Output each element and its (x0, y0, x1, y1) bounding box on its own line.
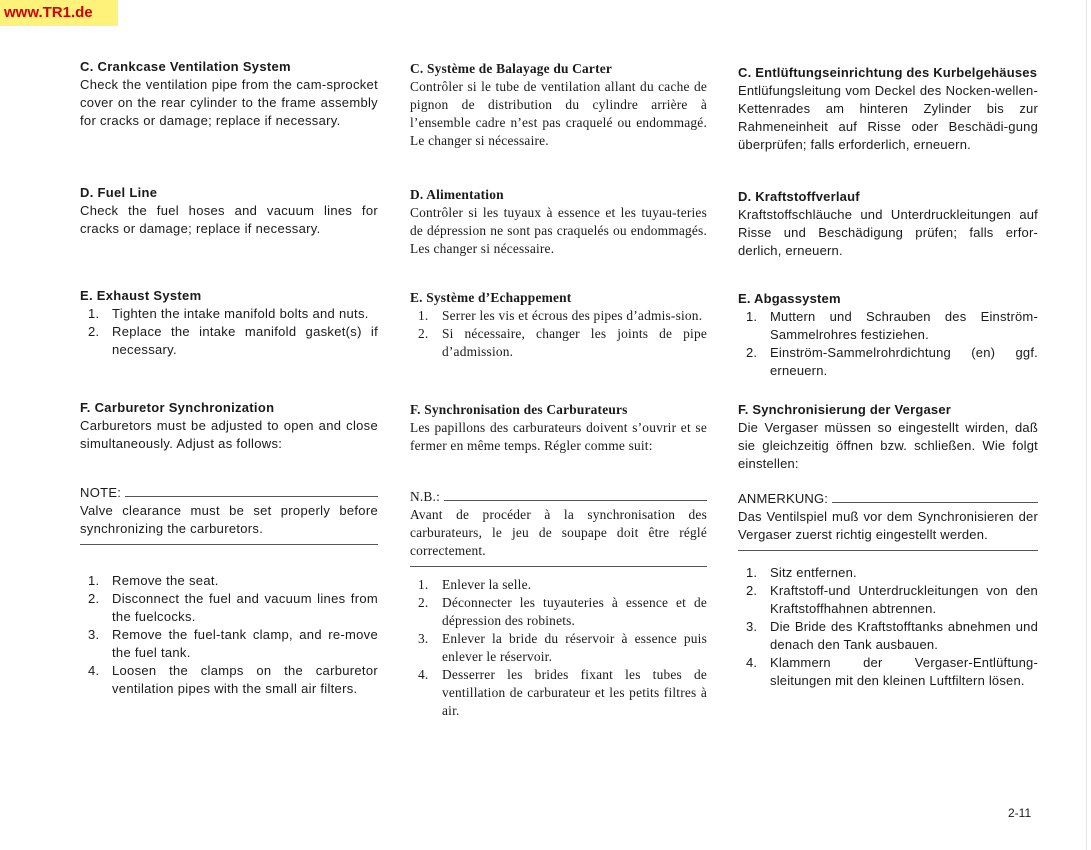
list-item (410, 630, 707, 666)
section-carburetor-sync (80, 399, 378, 453)
note-box (738, 490, 1038, 551)
note-label: ANMERKUNG: (738, 491, 829, 506)
section-body: Die Vergaser müssen so eingestellt wirden, daß sie gleichzeitig öffnen bzw. schließen. Wie folgt einstellen: (738, 420, 1038, 471)
section-heading: E. Système d’Echappement (410, 290, 572, 305)
section-balayage-carter (410, 60, 707, 150)
step-number: 2. (746, 345, 758, 360)
list-item (410, 576, 707, 594)
section-synchronisierung (738, 401, 1038, 473)
list-item (738, 564, 1038, 582)
step-number: 4. (418, 667, 429, 682)
section-synchronisation (410, 401, 707, 455)
list-item (80, 590, 378, 626)
step-number: 1. (746, 309, 758, 324)
list-item (410, 325, 707, 361)
step-text: Sitz entfernen. (770, 565, 857, 580)
step-number: 1. (746, 565, 758, 580)
list-item (80, 626, 378, 662)
step-number: 4. (88, 663, 100, 678)
procedure-steps (738, 564, 1038, 690)
step-number: 3. (418, 631, 429, 646)
procedure-list (80, 572, 378, 698)
section-heading: E. Abgassystem (738, 291, 841, 306)
step-number: 2. (88, 324, 100, 339)
section-body: Check the ventilation pipe from the cam-sprocket cover on the rear cylinder to the frame assembly for cracks or damage; replace if necessary. (80, 77, 378, 128)
step-number: 1. (418, 308, 429, 323)
step-text: Replace the intake manifold gasket(s) if necessary. (112, 324, 378, 357)
note-box (410, 488, 707, 567)
list-item (410, 594, 707, 630)
section-abgassystem (738, 290, 1038, 380)
note-body: Das Ventilspiel muß vor dem Synchronisieren der Vergaser zuerst richtig eingestellt werden. (738, 509, 1038, 542)
section-heading: D. Fuel Line (80, 185, 158, 200)
page-edge-divider (1086, 0, 1087, 850)
section-heading: C. Entlüftungseinrichtung des Kurbelgehäuses (738, 65, 1038, 80)
procedure-list (410, 576, 707, 720)
note-body: Valve clearance must be set properly before synchronizing the carburetors. (80, 503, 378, 536)
section-kraftstoffverlauf (738, 188, 1038, 260)
section-crankcase-ventilation (80, 58, 378, 130)
section-body: Contrôler si le tube de ventilation allant du cache de pignon de distribution du cylindre arrière à l’ensemble cadre n’est pas craquelé ou endommagé. Le changer si nécessaire. (410, 79, 707, 148)
section-body: Check the fuel hoses and vacuum lines for cracks or damage; replace if necessary. (80, 203, 378, 236)
step-text: Einström-Sammelrohrdichtung (en) ggf. erneuern. (770, 345, 1038, 378)
section-fuel-line (80, 184, 378, 238)
section-heading: C. Crankcase Ventilation System (80, 59, 291, 74)
step-text: Si nécessaire, changer les joints de pipe d’admission. (442, 326, 707, 359)
list-item (738, 308, 1038, 344)
step-text: Desserrer les brides fixant les tubes de ventillation de carburateur et les petits filtres à air. (442, 667, 707, 718)
procedure-steps (80, 572, 378, 698)
exhaust-steps-list (738, 308, 1038, 380)
note-body: Avant de procéder à la synchronisation des carburateurs, le jeu de soupape doit être réglé correctement. (410, 507, 707, 558)
step-text: Disconnect the fuel and vacuum lines from the fuelcocks. (112, 591, 378, 624)
section-alimentation (410, 186, 707, 258)
step-text: Loosen the clamps on the carburetor ventilation pipes with the small air filters. (112, 663, 378, 696)
step-text: Muttern und Schrauben des Einström-Sammelrohres festiziehen. (770, 309, 1038, 342)
step-text: Remove the seat. (112, 573, 219, 588)
step-number: 2. (746, 583, 758, 598)
step-text: Klammern der Vergaser-Entlüftung-sleitungen mit den kleinen Luftfiltern lösen. (770, 655, 1038, 688)
note-rule (444, 500, 707, 501)
step-text: Déconnecter les tuyauteries à essence et de dépression des robinets. (442, 595, 707, 628)
note-label: N.B.: (410, 489, 441, 504)
section-heading: C. Système de Balayage du Carter (410, 61, 613, 76)
note-box (80, 484, 378, 545)
step-number: 1. (418, 577, 429, 592)
section-echappement (410, 289, 707, 361)
section-heading: F. Synchronisierung der Vergaser (738, 402, 952, 417)
step-number: 2. (418, 595, 429, 610)
step-number: 2. (88, 591, 100, 606)
section-heading: F. Carburetor Synchronization (80, 400, 275, 415)
site-watermark[interactable]: www.TR1.de (0, 0, 118, 26)
section-body: Contrôler si les tuyaux à essence et les tuyau-teries de dépression ne sont pas craquelés ou endommagés. Les changer si nécessaire. (410, 205, 707, 256)
list-item (738, 344, 1038, 380)
list-item (80, 305, 378, 323)
list-item (410, 666, 707, 720)
step-number: 1. (88, 573, 100, 588)
section-heading: D. Kraftstoffverlauf (738, 189, 860, 204)
list-item (738, 582, 1038, 618)
step-text: Kraftstoff-und Unterdruckleitungen von den Kraftstoffhahnen abtrennen. (770, 583, 1038, 616)
step-number: 1. (88, 306, 100, 321)
step-number: 3. (746, 619, 758, 634)
section-body: Entlüfungsleitung vom Deckel des Nocken-wellen-Kettenrades am hinteren Zylinder bis zur Rahmeneinheit auf Risse oder Beschädi-gung überprüfen; falls erforderlich, erneuern. (738, 83, 1038, 152)
section-heading: E. Exhaust System (80, 288, 202, 303)
section-heading: D. Alimentation (410, 187, 504, 202)
step-text: Enlever la selle. (442, 577, 532, 592)
section-entlueftung (738, 64, 1038, 154)
step-text: Tighten the intake manifold bolts and nuts. (112, 306, 369, 321)
note-divider (410, 566, 707, 567)
list-item (410, 307, 707, 325)
list-item (80, 662, 378, 698)
exhaust-steps-list (80, 305, 378, 359)
step-number: 3. (88, 627, 100, 642)
section-heading: F. Synchronisation des Carburateurs (410, 402, 628, 417)
section-body: Les papillons des carburateurs doivent s’ouvrir et se fermer en même temps. Régler comme suit: (410, 420, 707, 453)
procedure-steps (410, 576, 707, 720)
step-number: 4. (746, 655, 758, 670)
note-rule (125, 496, 378, 497)
exhaust-steps-list (410, 307, 707, 361)
note-rule (832, 502, 1038, 503)
list-item (738, 654, 1038, 690)
step-text: Remove the fuel-tank clamp, and re-move the fuel tank. (112, 627, 378, 660)
section-body: Kraftstoffschläuche und Unterdruckleitungen auf Risse und Beschädigung prüfen; falls erfor-derlich, erneuern. (738, 207, 1038, 258)
section-exhaust-system (80, 287, 378, 359)
note-label: NOTE: (80, 485, 122, 500)
note-divider (80, 544, 378, 545)
procedure-list (738, 564, 1038, 690)
note-divider (738, 550, 1038, 551)
step-text: Enlever la bride du réservoir à essence puis enlever le réservoir. (442, 631, 707, 664)
step-text: Serrer les vis et écrous des pipes d’admis-sion. (442, 308, 703, 323)
list-item (738, 618, 1038, 654)
step-number: 2. (418, 326, 429, 341)
page-number: 2-11 (1008, 806, 1032, 820)
section-body: Carburetors must be adjusted to open and close simultaneously. Adjust as follows: (80, 418, 378, 451)
list-item (80, 323, 378, 359)
step-text: Die Bride des Kraftstofftanks abnehmen und denach den Tank ausbauen. (770, 619, 1038, 652)
list-item (80, 572, 378, 590)
